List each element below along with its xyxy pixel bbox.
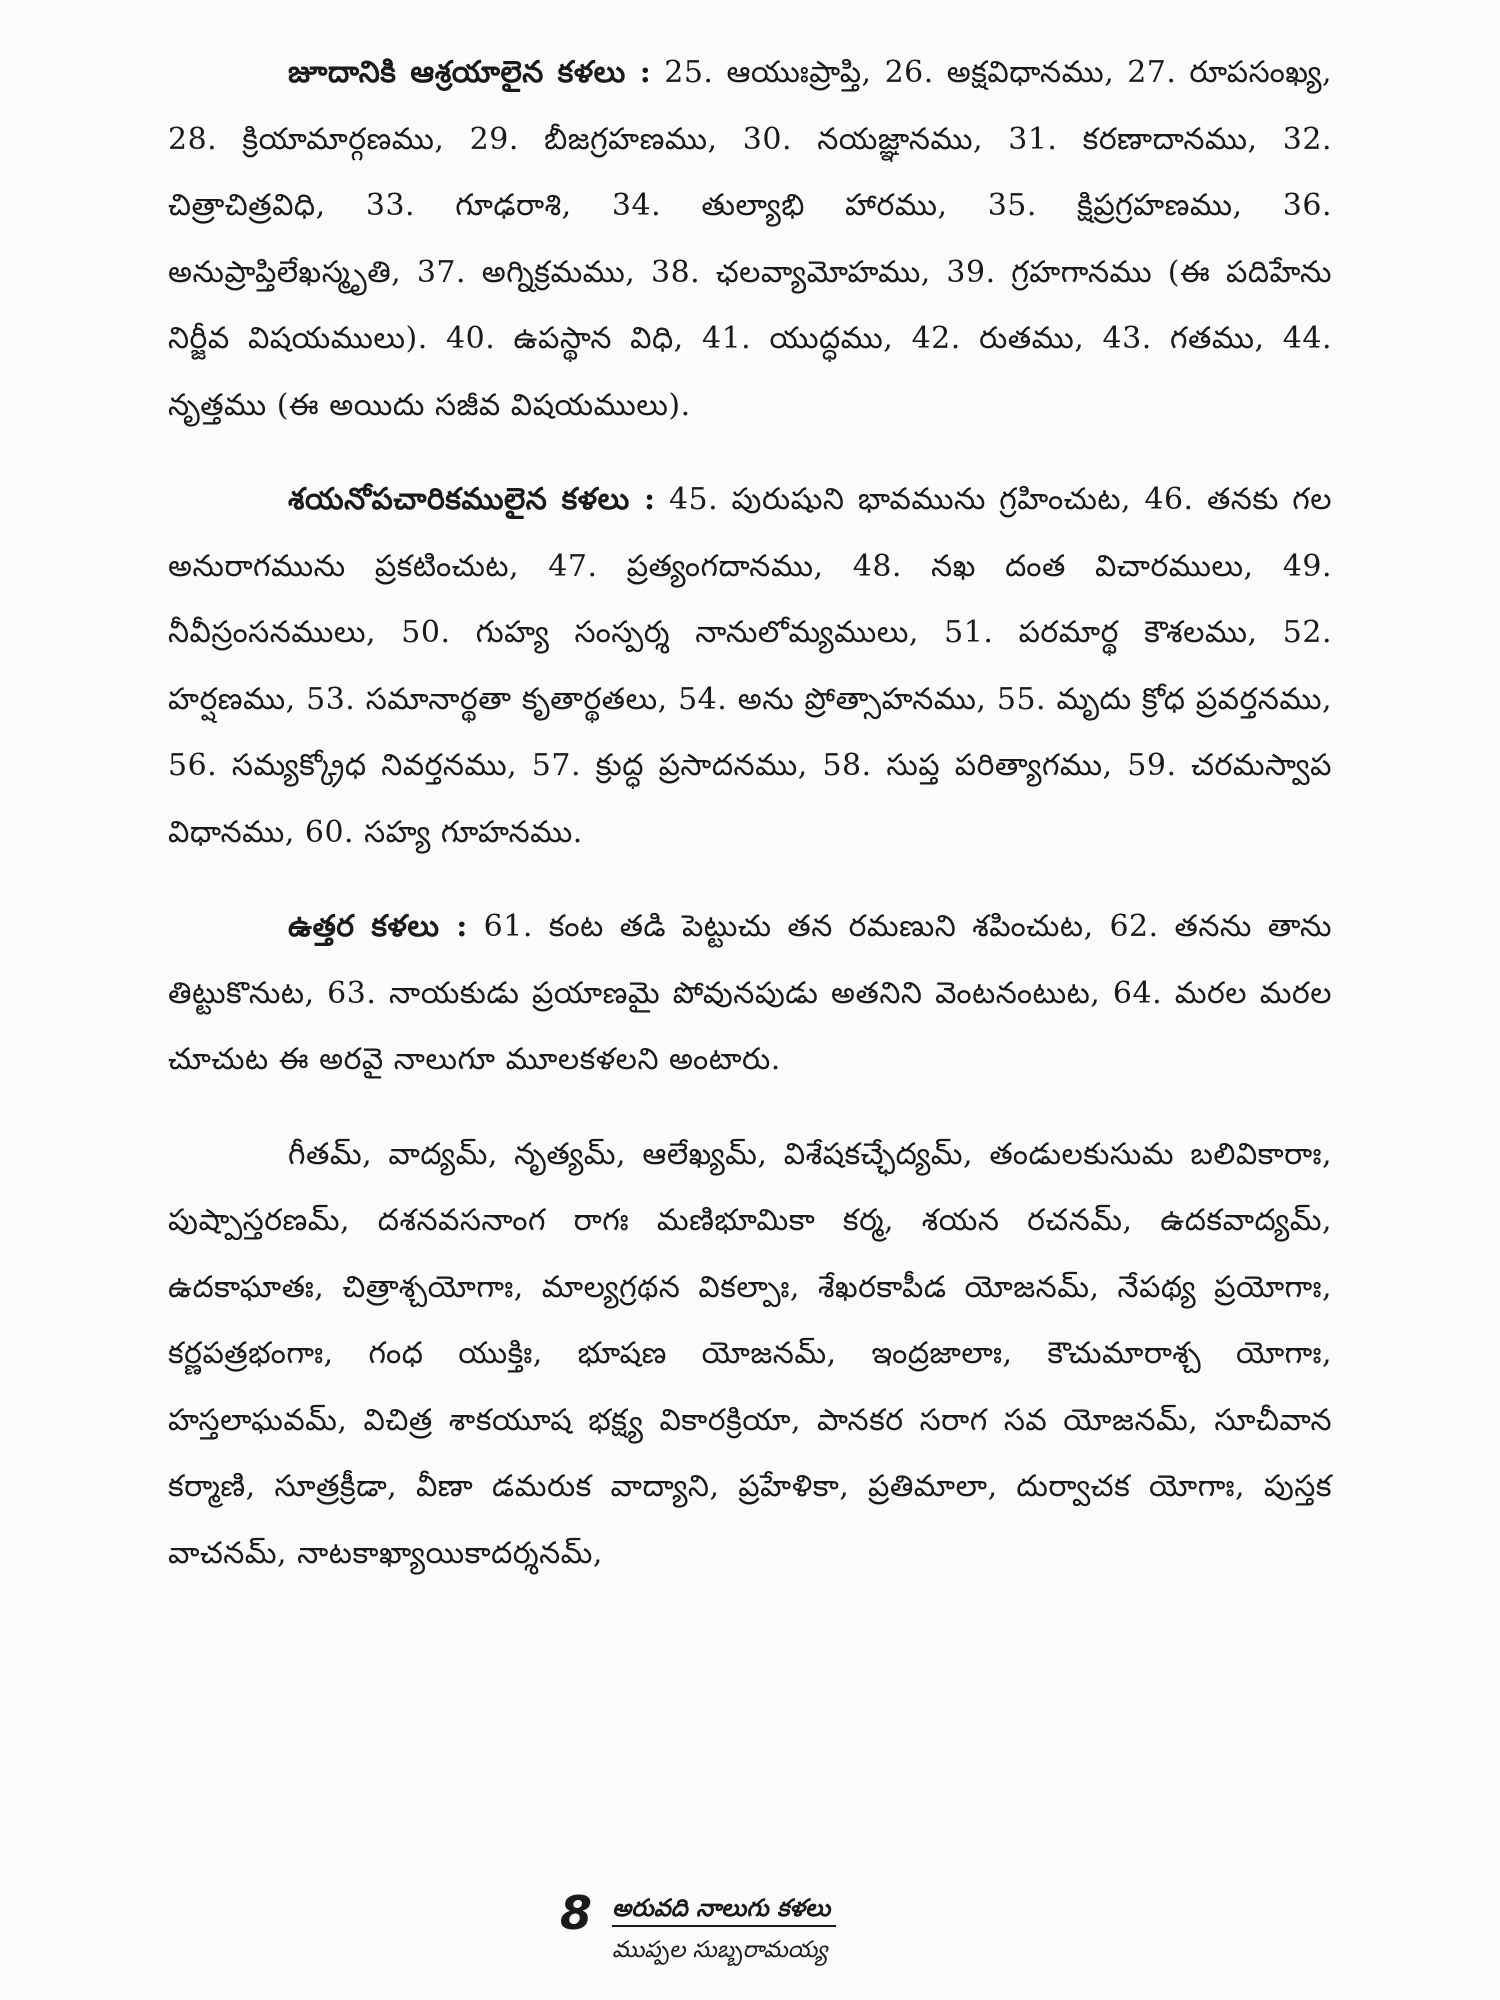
page-footer bbox=[560, 1885, 1120, 1995]
page-number: 8 bbox=[560, 1886, 593, 1940]
page-body bbox=[168, 40, 1332, 1615]
paragraph-bedroom-arts bbox=[168, 467, 1332, 866]
paragraph-text: 61. కంట తడి పెట్టుచు తన రమణుని శపించుట, 62. తనను తాను తిట్టుకొనుట, 63. నాయకుడు ప్రయాణమై పోవునపుడు అతనిని వెంటనంటుట, 64. మరల మరల చూచుట ఈ అరవై నాలుగూ మూలకళలని అంటారు. bbox=[168, 909, 1332, 1077]
paragraph-text: 45. పురుషుని భావమును గ్రహించుట, 46. తనకు గల అనురాగమును ప్రకటించుట, 47. ప్రత్యంగదానము, 48. నఖ దంత విచారములు, 49. నీవీస్రంసనములు, 50. గుహ్య సంస్పర్శ నానులోమ్యములు, 51. పరమార్థ కౌశలము, 52. హర్షణము, 53. సమానార్థతా కృతార్థతలు, 54. అను ప్రోత్సాహనము, 55. మృదు క్రోధ ప్రవర్తనము, 56. సమ్యక్క్రోధ నివర్తనము, 57. క్రుద్ధ ప్రసాదనము, 58. సుప్త పరిత్యాగము, 59. చరమస్వాప విధానము, 60. సహ్య గూహనము. bbox=[168, 482, 1333, 850]
paragraph-heading: శయనోపచారికములైన కళలు : bbox=[288, 482, 656, 517]
paragraph-sanskrit-list bbox=[168, 1122, 1332, 1588]
paragraph-heading: జూదానికి ఆశ్రయాలైన కళలు : bbox=[288, 55, 652, 90]
paragraph-gambling-arts bbox=[168, 40, 1332, 439]
paragraph-text: గీతమ్, వాద్యమ్, నృత్యమ్, ఆలేఖ్యమ్, విశేషకచ్ఛేద్యమ్, తండులకుసుమ బలివికారాః, పుష్పాస్తరణమ్, దశనవసనాంగ రాగః మణిభూమికా కర్మ, శయన రచనమ్, ఉదకవాద్యమ్, ఉదకాఘాతః, చిత్రాశ్చయోగాః, మాల్యగ్రథన వికల్పాః, శేఖరకాపీడ యోజనమ్, నేపథ్య ప్రయోగాః, కర్ణపత్రభంగాః, గంధ యుక్తిః, భూషణ యోజనమ్, ఇంద్రజాలాః, కౌచుమారాశ్చ యోగాః, హస్తలాఘవమ్, విచిత్ర శాకయూష భక్ష్య వికారక్రియా, పానకర సరాగ సవ యోజనమ్, సూచీవాన కర్మాణి, సూత్రక్రీడా, వీణా డమరుక వాద్యాని, ప్రహేళికా, ప్రతిమాలా, దుర్వాచక యోగాః, పుస్తక వాచనమ్, నాటకాఖ్యాయికాదర్శనమ్, bbox=[168, 1136, 1332, 1571]
paragraph-text: 25. ఆయుఃప్రాప్తి, 26. అక్షవిధానము, 27. రూపసంఖ్య, 28. క్రియామార్గణము, 29. బీజగ్రహణము, 30. నయజ్ఞానము, 31. కరణాదానము, 32. చిత్రాచిత్రవిధి, 33. గూఢరాశి, 34. తుల్యాభి హారము, 35. క్షిప్రగ్రహణము, 36. అనుప్రాప్తిలేఖస్మృతి, 37. అగ్నిక్రమము, 38. ఛలవ్యామోహము, 39. గ్రహగానము (ఈ పదిహేను నిర్జీవ విషయములు). 40. ఉపస్థాన విధి, 41. యుద్ధము, 42. రుతము, 43. గతము, 44. నృత్తము (ఈ అయిదు సజీవ విషయములు). bbox=[168, 55, 1332, 423]
book-title: అరువది నాలుగు కళలు bbox=[612, 1891, 836, 1927]
paragraph-heading: ఉత్తర కళలు : bbox=[288, 909, 468, 944]
book-author: ముప్పల సుబ్బరామయ్య bbox=[612, 1937, 828, 1963]
paragraph-later-arts bbox=[168, 894, 1332, 1094]
